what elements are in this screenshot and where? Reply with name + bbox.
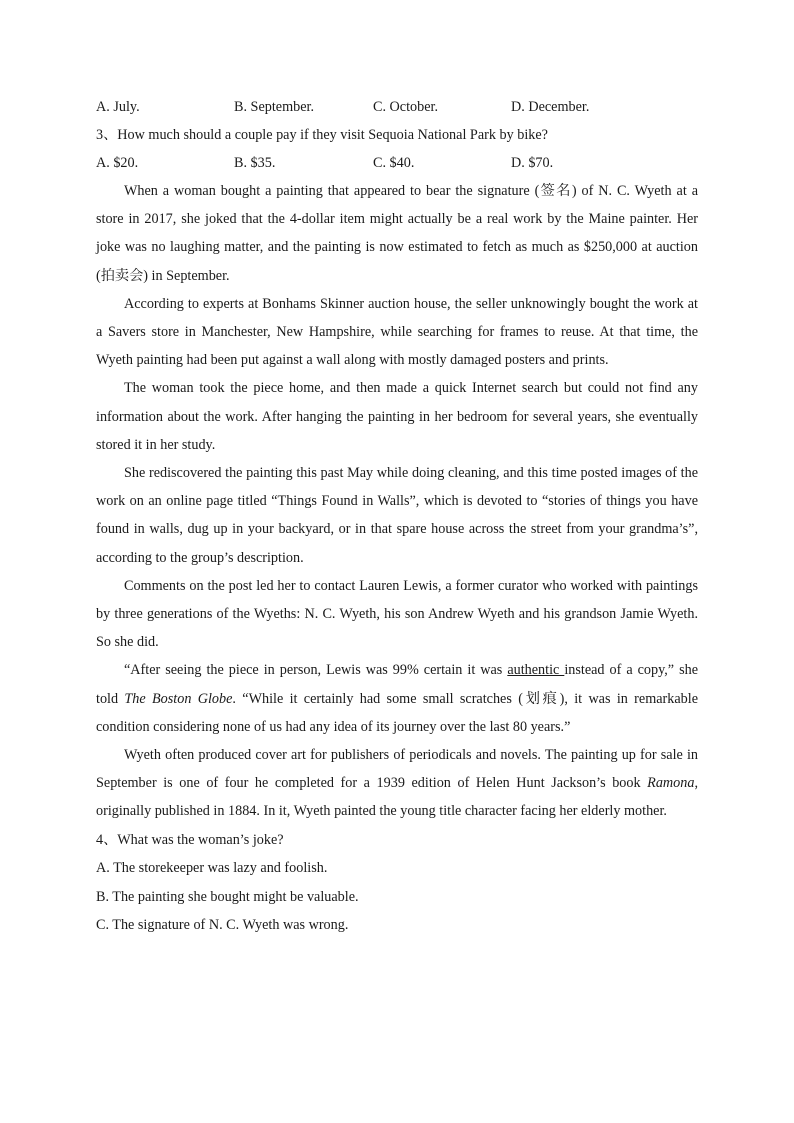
q4-question: 4、What was the woman’s joke? [96, 831, 284, 848]
p7-text-b: , originally published in 1884. In it, Wyeth painted the young title character facing her elderly mother. [96, 775, 698, 820]
q3-options [96, 149, 698, 177]
passage-paragraph-1: When a woman bought a painting that appeared to bear the signature (签名) of N. C. Wyeth at a store in 2017, she joked that the 4-dollar item might actually be a real work by the Maine painter. Her joke was no laughing matter, and the painting is now estimated to fetch as much as $250,000 at auction (拍卖会) in September. [96, 183, 698, 284]
q2-option-b[interactable]: B. September. [234, 99, 314, 115]
p6-text-c: . “While it certainly had some small scratches (划痕), it was in remarkable condition considering none of us had any idea of its journey over the last 80 years.” [96, 690, 698, 735]
passage-paragraph-4: She rediscovered the painting this past May while doing cleaning, and this time posted images of the work on an online page titled “Things Found in Walls”, which is devoted to “stories of things you have found in walls, dug up in your backyard, or in that spare house across the street from your grandma’s”, according to the group’s description. [96, 465, 698, 566]
passage-paragraph-6 [96, 656, 698, 741]
q4-option-c[interactable]: C. The signature of N. C. Wyeth was wrong. [96, 917, 349, 934]
p6-text-b: instead of a copy,” she told [96, 662, 699, 707]
q3-option-a[interactable]: A. $20. [96, 155, 139, 171]
underlined-word-authentic: authentic [507, 662, 565, 679]
book-title: Ramona [647, 775, 695, 792]
q3-option-c[interactable]: C. $40. [373, 155, 415, 171]
q3-option-d[interactable]: D. $70. [511, 155, 554, 171]
q2-option-c[interactable]: C. October. [373, 99, 439, 115]
newspaper-title: The Boston Globe [124, 690, 233, 707]
passage-paragraph-7 [96, 741, 698, 826]
passage-paragraph-3: The woman took the piece home, and then made a quick Internet search but could not find any information about the work. After hanging the painting in her bedroom for several years, she eventually stored it in her study. [96, 380, 698, 453]
q4-option-b[interactable]: B. The painting she bought might be valuable. [96, 888, 359, 905]
passage-paragraph-5: Comments on the post led her to contact Lauren Lewis, a former curator who worked with paintings by three generations of the Wyeths: N. C. Wyeth, his son Andrew Wyeth and his grandson Jamie Wyeth. So she did. [96, 577, 698, 651]
q4-option-a[interactable]: A. The storekeeper was lazy and foolish. [96, 860, 328, 877]
q2-option-a[interactable]: A. July. [96, 99, 140, 115]
p6-text-a: “After seeing the piece in person, Lewis was 99% certain it was [124, 662, 508, 679]
passage-paragraph-2: According to experts at Bonhams Skinner auction house, the seller unknowingly bought the work at a Savers store in Manchester, New Hampshire, while searching for frames to reuse. At that time, the Wyeth painting had been put against a wall along with mostly damaged posters and prints. [96, 295, 698, 369]
q3-question: 3、How much should a couple pay if they visit Sequoia National Park by bike? [96, 127, 548, 143]
document-page [96, 93, 698, 940]
q2-options [96, 93, 698, 121]
p7-text-a: Wyeth often produced cover art for publishers of periodicals and novels. The painting up for sale in September is one of four he completed for a 1939 edition of Helen Hunt Jackson’s book [96, 747, 698, 792]
q3-option-b[interactable]: B. $35. [234, 155, 276, 171]
q2-option-d[interactable]: D. December. [511, 99, 590, 115]
